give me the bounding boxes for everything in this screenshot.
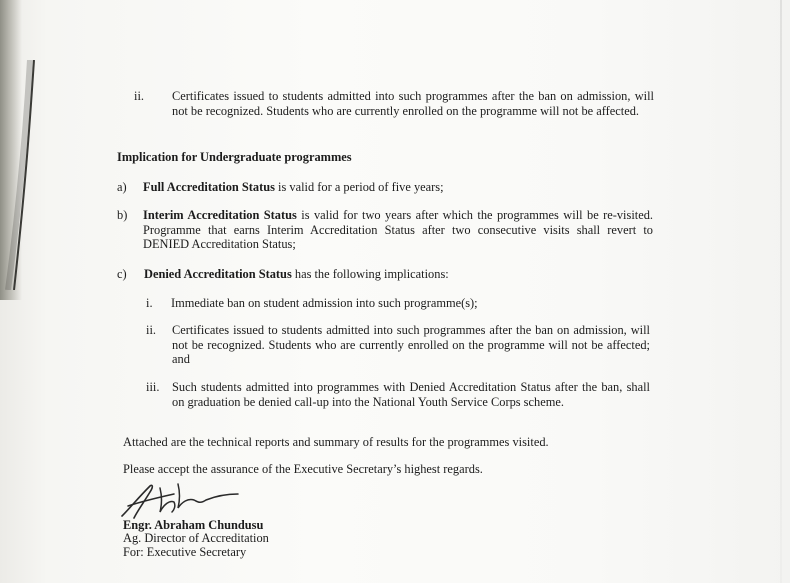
attached-line: Attached are the technical reports and summary of results for the programmes visited. bbox=[123, 435, 549, 449]
certificates-paragraph: Certificates issued to students admitted into such programmes after the ban on admission, will not be recognized. Students who are currently enrolled on the programme will not be affected. bbox=[172, 89, 654, 118]
signatory-for: For: Executive Secretary bbox=[123, 545, 247, 559]
item-a-text bbox=[143, 180, 444, 195]
item-c-text bbox=[144, 267, 449, 282]
item-a-rest: is valid for a period of five years; bbox=[274, 180, 444, 194]
sub-marker-iii: iii. bbox=[146, 380, 160, 394]
signatory-name: Engr. Abraham Chundusu bbox=[123, 518, 264, 532]
item-b-text bbox=[143, 208, 653, 252]
list-marker-ii: ii. bbox=[134, 89, 144, 103]
signatory-title: Ag. Director of Accreditation bbox=[123, 531, 269, 545]
item-b-rest: is valid for two years after which the programmes will be re-visited. Programme that earns Interim Accreditation Status after two consecutive visits shall revert to DENIED Accreditation Status; bbox=[143, 208, 653, 251]
sub-item-ii-text: Certificates issued to students admitted into such programmes after the ban on admission, will not be recognized. Students who are currently enrolled on the programme will not be affected; and bbox=[172, 323, 650, 366]
item-b-bold: Interim Accreditation Status bbox=[143, 208, 297, 222]
regards-line: Please accept the assurance of the Executive Secretary’s highest regards. bbox=[123, 462, 483, 476]
sub-item-i-text: Immediate ban on student admission into such programme(s); bbox=[171, 296, 478, 310]
sub-marker-ii: ii. bbox=[146, 323, 156, 337]
page-edge-curl bbox=[0, 60, 46, 290]
sub-item-iii-text: Such students admitted into programmes with Denied Accreditation Status after the ban, shall on graduation be denied call-up into the National Youth Service Corps scheme. bbox=[172, 380, 650, 409]
item-marker-c: c) bbox=[117, 267, 127, 281]
item-marker-a: a) bbox=[117, 180, 127, 194]
item-c-rest: has the following implications: bbox=[291, 267, 449, 281]
item-marker-b: b) bbox=[117, 208, 128, 222]
section-heading: Implication for Undergraduate programmes bbox=[117, 150, 352, 164]
sub-marker-i: i. bbox=[146, 296, 153, 310]
page-right-edge bbox=[780, 0, 782, 583]
item-a-bold: Full Accreditation Status bbox=[143, 180, 275, 194]
item-c-bold: Denied Accreditation Status bbox=[144, 267, 292, 281]
